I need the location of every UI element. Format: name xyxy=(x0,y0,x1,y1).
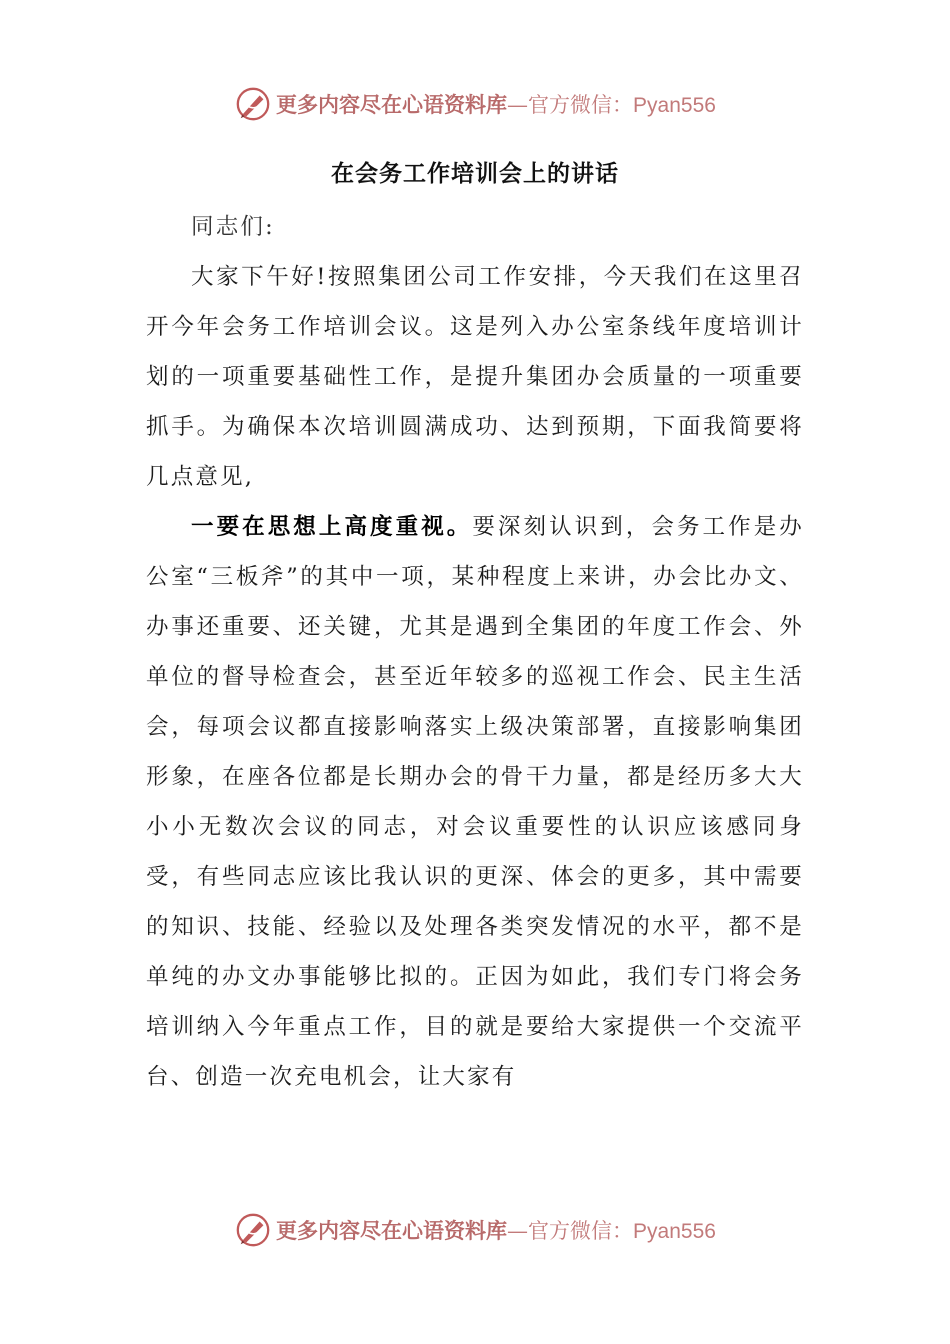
document-title: 在会务工作培训会上的讲话 xyxy=(331,160,619,187)
watermark-suffix: 官方微信： xyxy=(528,1219,634,1243)
watermark-brand: 更多内容尽在心语资料库 xyxy=(276,1218,508,1243)
watermark-suffix: 官方微信： xyxy=(528,93,634,117)
watermark-dash: — xyxy=(507,1219,529,1243)
greeting: 同志们: xyxy=(191,214,275,240)
watermark-brand: 更多内容尽在心语资料库 xyxy=(276,92,508,117)
watermark-dash: — xyxy=(507,93,529,117)
point-one-body: 要深刻认识到，会务工作是办公室“三板斧”的其中一项，某种程度上来讲，办会比办文、办事还重要、还关键，尤其是遇到全集团的年度工作会、外单位的督导检查会，甚至近年较多的巡视工作会、民主生活会，每项会议都直接影响落实上级决策部署，直接影响集团形象，在座各位都是长期办会的骨干力量，都是经历多大大小小无数次会议的同志，对会议重要性的认识应该感同身受，有些同志应该比我认识的更深、体会的更多，其中需要的知识、技能、经验以及处理各类突发情况的水平，都不是单纯的办文办事能够比拟的。正因为如此，我们专门将会务培训纳入今年重点工作，目的就是要给大家提供一个交流平台、创造一次充电机会，让大家有 xyxy=(146,514,804,1090)
paragraph-point-one xyxy=(146,502,804,1102)
watermark-text xyxy=(276,89,716,119)
pen-logo-icon xyxy=(234,1211,272,1249)
watermark-wechat-id: Pyan556 xyxy=(633,94,716,117)
footer-watermark xyxy=(0,1208,950,1252)
point-one-lead: 一要在思想上高度重视。 xyxy=(191,514,473,540)
pen-logo-icon xyxy=(234,85,272,123)
document-body xyxy=(146,202,804,1102)
watermark-wechat-id: Pyan556 xyxy=(633,1220,716,1243)
watermark-text xyxy=(276,1215,716,1245)
header-watermark xyxy=(0,82,950,126)
paragraph-intro: 大家下午好!按照集团公司工作安排，今天我们在这里召开今年会务工作培训会议。这是列入办公室条线年度培训计划的一项重要基础性工作，是提升集团办会质量的一项重要抓手。为确保本次培训圆满成功、达到预期，下面我简要将几点意见, xyxy=(146,264,804,490)
